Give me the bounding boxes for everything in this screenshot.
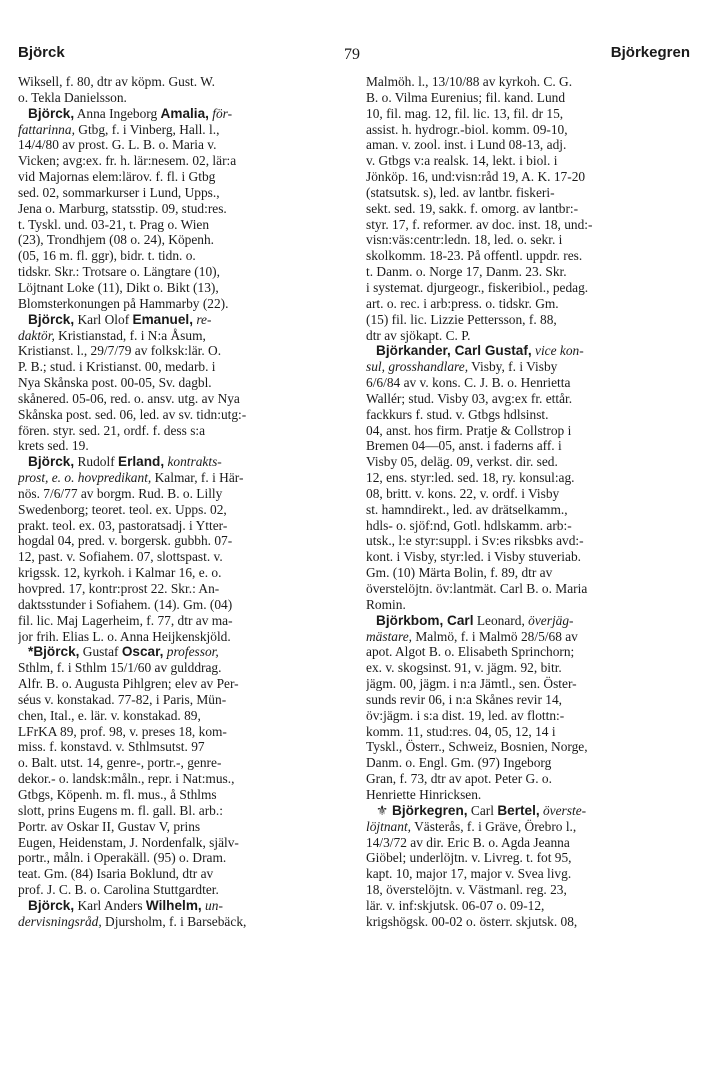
entry-text: Carl <box>467 802 498 818</box>
text-line <box>366 613 690 629</box>
text-line <box>366 106 690 122</box>
entry-text: Wallér; stud. Visby 03, avg:ex fr. ettår. <box>366 390 573 406</box>
entry-text: Skånska post. sed. 06, led. av sv. tidn:utg:- <box>18 406 247 422</box>
entry-title: vice kon- <box>531 343 584 359</box>
entry-text <box>18 312 28 327</box>
text-line <box>366 803 690 819</box>
entry-name: Wilhelm, <box>145 897 202 913</box>
entry-text: överstelöjtn. öv:lantmät. Carl B. o. Maria <box>366 581 588 596</box>
text-line <box>18 739 346 755</box>
text-line <box>366 676 690 692</box>
text-line <box>366 217 690 233</box>
text-line <box>366 898 690 914</box>
entry-text: o. Balt. utst. 14, genre-, portr.-, genre- <box>18 755 222 771</box>
text-line <box>366 724 690 740</box>
entry-text: sunds revir 06, i n:a Skånes revir 14, <box>366 691 562 707</box>
entry-text: Jena o. Marburg, statsstip. 09, stud:res. <box>18 200 227 216</box>
text-line <box>18 359 346 375</box>
text-line <box>18 248 346 264</box>
text-line <box>18 438 346 454</box>
entry-text: LFrKA 89, prof. 98, v. preses 18, kom- <box>18 723 227 739</box>
entry-text: 18, överstelöjtn. v. Västmanl. reg. 23, <box>366 882 567 898</box>
entry-name: Björck, <box>28 311 75 327</box>
entry-text: Gtbg, f. i Vinberg, Hall. l., <box>74 121 220 137</box>
entry-name: Björck, <box>28 897 75 913</box>
text-line <box>18 502 346 518</box>
text-line <box>366 454 690 470</box>
text-line <box>366 565 690 581</box>
text-line <box>18 660 346 676</box>
text-line <box>366 660 690 676</box>
entry-text: i systemat. djurgeogr., fiskeribiol., pedag. <box>366 279 589 295</box>
entry-text: 14/4/80 av prost. G. L. B. o. Maria v. <box>18 137 217 153</box>
entry-text: fören. styr. sed. 21, ordf. f. dess s:a <box>18 422 206 438</box>
entry-text: Nya Skånska post. 00-05, Sv. dagbl. <box>18 375 212 391</box>
entry-text: 12, past. v. Sofiahem. 07, slottspast. v. <box>18 549 223 565</box>
entry-text: Malmöh. l., 13/10/88 av kyrkoh. C. G. <box>366 74 573 89</box>
entry-name: Björck, <box>28 105 75 121</box>
text-line <box>366 248 690 264</box>
text-line <box>18 581 346 597</box>
entry-text: Anna Ingeborg <box>74 105 161 121</box>
text-line <box>366 375 690 391</box>
text-line <box>18 232 346 248</box>
entry-text: Malmö, f. i Malmö 28/5/68 av <box>412 628 578 644</box>
text-line <box>18 486 346 502</box>
page-number: 79 <box>344 46 360 63</box>
text-line <box>366 850 690 866</box>
entry-text: öv:jägm. i s:a dist. 19, led. av flottn:- <box>366 707 565 723</box>
text-line <box>18 692 346 708</box>
text-line <box>366 533 690 549</box>
text-line <box>18 391 346 407</box>
entry-title: un- <box>201 897 223 913</box>
text-line <box>18 803 346 819</box>
entry-title: prost, e. o. hovpredikant, <box>18 470 152 486</box>
text-line <box>18 296 346 312</box>
entry-title: daktör, <box>18 327 55 343</box>
text-line <box>18 850 346 866</box>
text-line <box>366 629 690 645</box>
entry-text: dtr av sjökapt. C. P. <box>366 327 471 343</box>
entry-text: Gustaf <box>79 644 122 660</box>
text-line <box>366 264 690 280</box>
entry-text: visn:väs:centr:ledn. 18, led. o. sekr. i <box>366 232 563 248</box>
entry-text: st. hamndirekt., led. av drätselkamm., <box>366 501 568 517</box>
text-line <box>18 264 346 280</box>
text-line <box>366 644 690 660</box>
text-line <box>18 407 346 423</box>
entry-text: Tyskl., Österr., Schweiz, Bosnien, Norge, <box>366 739 588 755</box>
entry-text: Henriette Hinricksen. <box>366 786 482 802</box>
entry-text: hovpred. 17, kontr:prost 22. Skr.: An- <box>18 581 220 596</box>
entry-text: (statsutsk. s), led. av lantbr. fiskeri- <box>366 184 555 200</box>
header-right-catchword: Björkegren <box>610 44 690 61</box>
text-line <box>18 866 346 882</box>
entry-text: jägm. 00, jägm. i n:a Jämtl., sen. Öster- <box>366 676 577 692</box>
text-line <box>18 597 346 613</box>
text-line <box>366 423 690 439</box>
text-line <box>366 739 690 755</box>
entry-text: skånered. 05-06, red. o. ansv. utg. av Nya <box>18 390 240 406</box>
entry-text <box>18 644 28 659</box>
entry-text: Alfr. B. o. Augusta Pihlgren; elev av Per- <box>18 676 239 692</box>
entry-text: Leonard, <box>473 612 529 628</box>
text-line <box>18 343 346 359</box>
entry-text: daktsstunder i Sofiahem. (14). Gm. (04) <box>18 596 233 612</box>
header-left-catchword: Björck <box>18 44 65 61</box>
entry-text: P. B.; stud. i Kristianst. 00, medarb. i <box>18 359 216 375</box>
entry-text: art. o. rec. i arb:press. o. tidskr. Gm. <box>366 295 559 311</box>
text-line <box>366 518 690 534</box>
entry-text: prakt. teol. ex. 03, pastoratsadj. i Ytter- <box>18 517 228 533</box>
entry-text: Kristianst. l., 29/7/79 av folksk:lär. O. <box>18 343 222 359</box>
text-line <box>366 328 690 344</box>
entry-text: Bremen 04—05, anst. i faderns aff. i <box>366 438 562 454</box>
entry-name: Bertel, <box>497 802 540 818</box>
text-line <box>366 866 690 882</box>
text-line <box>366 153 690 169</box>
entry-text: Romin. <box>366 596 406 612</box>
text-line <box>18 185 346 201</box>
text-line <box>18 74 346 90</box>
entry-text: Eugen, Heidenstam, J. Nordenfalk, själv- <box>18 834 239 850</box>
text-line <box>366 581 690 597</box>
entry-title: dervisningsråd, <box>18 913 102 929</box>
text-line <box>366 201 690 217</box>
text-line <box>18 787 346 803</box>
entry-text: krigssk. 12, kyrkoh. i Kalmar 16, e. o. <box>18 565 222 581</box>
entry-name: Amalia, <box>160 105 209 121</box>
entry-title: för- <box>208 105 233 121</box>
text-line <box>18 518 346 534</box>
text-line <box>18 882 346 898</box>
text-line <box>18 629 346 645</box>
entry-text: teat. Gm. (84) Isaria Boklund, dtr av <box>18 866 214 882</box>
entry-text <box>18 106 28 121</box>
entry-text: t. Tyskl. und. 03-21, t. Prag o. Wien <box>18 216 210 232</box>
entry-text: Danm. o. Engl. Gm. (97) Ingeborg <box>366 755 552 771</box>
text-line <box>366 169 690 185</box>
entry-text: 04, anst. hos firm. Pratje & Collstrop i <box>366 422 572 438</box>
page-header <box>0 44 704 66</box>
entry-text: sed. 02, sommarkurser i Lund, Upps., <box>18 184 220 200</box>
entry-text: hdls- o. sjöf:nd, Gotl. hdlskamm. arb:- <box>366 517 572 533</box>
text-line <box>18 708 346 724</box>
entry-text: Portr. av Oskar II, Gustav V, prins <box>18 818 201 834</box>
text-line <box>18 676 346 692</box>
text-line <box>18 533 346 549</box>
entry-title: re- <box>192 311 212 327</box>
entry-name: Björkander, Carl Gustaf, <box>376 343 532 359</box>
entry-text: (15) fil. lic. Lizzie Pettersson, f. 88, <box>366 311 557 327</box>
text-line <box>18 755 346 771</box>
entry-name: Björkbom, Carl <box>376 612 474 628</box>
text-line <box>366 391 690 407</box>
text-line <box>18 644 346 660</box>
entry-text: v. Gtbgs v:a realsk. 14, lekt. i biol. i <box>366 153 558 169</box>
text-line <box>366 787 690 803</box>
entry-text: (05, 16 m. fl. ggr), bidr. t. tidn. o. <box>18 248 196 264</box>
entry-text: nös. 7/6/77 av borgm. Rud. B. o. Lilly <box>18 485 223 501</box>
entry-text: fil. lic. Maj Lagerheim, f. 77, dtr av ma- <box>18 612 233 628</box>
entry-text: Visby, f. i Visby <box>468 359 558 375</box>
entry-title: överjäg- <box>528 612 574 628</box>
entry-text: kont. i Visby, styr:led. i Visby stuveriab. <box>366 549 581 565</box>
text-line <box>366 771 690 787</box>
entry-text: prof. J. C. B. o. Carolina Stuttgardter. <box>18 882 219 898</box>
right-column <box>366 74 690 930</box>
entry-text: Sthlm, f. i Sthlm 15/1/60 av gulddrag. <box>18 660 222 676</box>
text-line <box>18 122 346 138</box>
entry-text: Västerås, f. i Gräve, Örebro l., <box>411 818 577 834</box>
text-line <box>366 882 690 898</box>
entry-text: chen, Ital., e. lär. v. konstakad. 89, <box>18 707 201 723</box>
text-line <box>366 819 690 835</box>
text-line <box>18 375 346 391</box>
text-line <box>18 169 346 185</box>
text-line <box>366 312 690 328</box>
entry-text: Blomsterkonungen på Hammarby (22). <box>18 295 229 311</box>
entry-text <box>366 613 376 628</box>
entry-text <box>366 803 376 818</box>
entry-text: Gm. (10) Märta Bolin, f. 89, dtr av <box>366 565 553 581</box>
entry-text: tidskr. Skr.: Trotsare o. Längtare (10), <box>18 264 220 280</box>
entry-text: jor frih. Elias L. o. Anna Heijkenskjöld. <box>18 628 231 644</box>
entry-text: kapt. 10, major 17, major v. Svea livg. <box>366 866 572 882</box>
text-line <box>366 502 690 518</box>
text-line <box>18 423 346 439</box>
entry-text: skolkomm. 18-23. På offentl. uppdr. res. <box>366 248 583 264</box>
text-line <box>18 613 346 629</box>
text-line <box>366 137 690 153</box>
entry-text: Visby 05, deläg. 09, verkst. dir. sed. <box>366 454 558 470</box>
entry-text: apot. Algot B. o. Elisabeth Sprinchorn; <box>366 644 575 660</box>
entry-text: miss. f. konstavd. v. Sthlmsutst. 97 <box>18 739 205 755</box>
entry-text: (23), Trondhjem (08 o. 24), Köpenh. <box>18 232 215 248</box>
text-line <box>18 835 346 851</box>
entry-text: sekt. sed. 19, sakk. f. omorg. av lantbr:- <box>366 200 579 216</box>
entry-text: t. Danm. o. Norge 17, Danm. 23. Skr. <box>366 264 567 280</box>
text-line <box>18 549 346 565</box>
entry-name: Oscar, <box>121 644 164 660</box>
entry-name: Emanuel, <box>132 311 193 327</box>
entry-text: Gran, f. 73, dtr av apot. Peter G. o. <box>366 771 552 787</box>
text-line <box>18 217 346 233</box>
entry-text: Karl Olof <box>74 311 133 327</box>
text-line <box>18 280 346 296</box>
entry-text: Kalmar, f. i Här- <box>151 470 244 486</box>
entry-title: överste- <box>539 802 587 818</box>
text-line <box>18 201 346 217</box>
text-line <box>18 454 346 470</box>
entry-text: Wiksell, f. 80, dtr av köpm. Gust. W. <box>18 74 215 89</box>
text-line <box>366 597 690 613</box>
entry-text: komm. 11, stud:res. 04, 05, 12, 14 i <box>366 723 556 739</box>
entry-text: 08, britt. v. kons. 22, v. ordf. i Visby <box>366 485 560 501</box>
text-line <box>366 692 690 708</box>
text-line <box>18 90 346 106</box>
text-line <box>18 819 346 835</box>
entry-text: B. o. Vilma Eurenius; fil. kand. Lund <box>366 89 566 105</box>
left-column <box>18 74 346 930</box>
entry-text: Giöbel; underlöjtn. v. Livreg. t. fot 95, <box>366 850 572 866</box>
entry-text <box>18 454 28 469</box>
entry-text: lär. v. inf:skjutsk. 06-07 o. 09-12, <box>366 897 545 913</box>
text-line <box>18 914 346 930</box>
entry-text: 10, fil. mag. 12, fil. lic. 13, fil. dr 15, <box>366 105 564 121</box>
text-line <box>366 90 690 106</box>
entry-text: séus v. konstakad. 77-82, i Paris, Mün- <box>18 691 227 707</box>
text-line <box>366 122 690 138</box>
entry-text: ex. v. skogsinst. 91, v. jägm. 92, bitr. <box>366 660 562 676</box>
entry-text: assist. h. hydrogr.-biol. komm. 09-10, <box>366 121 568 137</box>
entry-text: slott, prins Eugens m. fl. gall. Bl. arb.: <box>18 802 223 818</box>
text-line <box>366 755 690 771</box>
entry-text: Rudolf <box>74 454 119 470</box>
entry-text: Gtbgs, Köpenh. m. fl. mus., å Sthlms <box>18 786 217 802</box>
entry-title: fattarinna, <box>18 121 75 137</box>
text-line <box>18 724 346 740</box>
entry-name: Erland, <box>118 454 165 470</box>
entry-text: Löjtnant Loke (11), Dikt o. Bikt (13), <box>18 279 219 295</box>
text-line <box>366 486 690 502</box>
text-line <box>366 296 690 312</box>
entry-text: aman. v. zool. inst. i Lund 08-13, adj. <box>366 137 567 153</box>
text-line <box>18 565 346 581</box>
entry-text: portr., måln. i Operakäll. (95) o. Dram. <box>18 850 227 866</box>
entry-text: krets sed. 19. <box>18 438 89 454</box>
entry-text: Karl Anders <box>74 897 146 913</box>
entry-text: hogdal 04, pred. v. borgersk. gubbh. 07- <box>18 533 233 549</box>
text-line <box>366 359 690 375</box>
text-line <box>18 312 346 328</box>
entry-text: Kristianstad, f. i N:a Åsum, <box>54 327 206 343</box>
text-line <box>366 914 690 930</box>
entry-name: Björck, <box>28 454 75 470</box>
entry-text: fackkurs f. stud. v. Gtbgs hdlsinst. <box>366 406 549 422</box>
text-line <box>366 232 690 248</box>
text-line <box>18 106 346 122</box>
text-line <box>366 343 690 359</box>
entry-text: dekor.- o. landsk:måln., repr. i Nat:mus., <box>18 771 235 787</box>
text-line <box>366 407 690 423</box>
entry-text: Vicken; avg:ex. fr. h. lär:nesem. 02, lär:a <box>18 153 237 169</box>
entry-text: vid Majornas elem:lärov. f. fl. i Gtbg <box>18 169 216 185</box>
text-line <box>366 280 690 296</box>
entry-text: 6/6/84 av v. kons. C. J. B. o. Henrietta <box>366 375 571 391</box>
text-line <box>366 74 690 90</box>
text-line <box>18 153 346 169</box>
entry-text: o. Tekla Danielsson. <box>18 89 127 105</box>
entry-name: *Björck, <box>28 644 80 660</box>
entry-title: professor, <box>163 644 219 660</box>
entry-text: Jönköp. 16, und:visn:råd 19, A. K. 17-20 <box>366 169 586 185</box>
entry-text <box>18 898 28 913</box>
text-line <box>18 328 346 344</box>
entry-title: kontrakts- <box>164 454 222 470</box>
entry-text: utsk., l:e styr:suppl. i Sv:es riksbks avd:- <box>366 533 584 549</box>
text-line <box>18 137 346 153</box>
entry-title: sul, grosshandlare, <box>366 359 469 375</box>
text-line <box>366 549 690 565</box>
text-line <box>366 438 690 454</box>
entry-title: löjtnant, <box>366 818 412 834</box>
entry-text <box>366 343 376 358</box>
entry-title: mästare, <box>366 628 412 644</box>
entry-text: 14/3/72 av dir. Eric B. o. Agda Jeanna <box>366 834 570 850</box>
text-line <box>366 185 690 201</box>
text-line <box>18 898 346 914</box>
text-line <box>18 771 346 787</box>
entry-text: krigshögsk. 00-02 o. österr. skjutsk. 08, <box>366 913 578 929</box>
text-line <box>18 470 346 486</box>
entry-text: Djursholm, f. i Barsebäck, <box>101 913 247 929</box>
text-line <box>366 470 690 486</box>
entry-text: Swedenborg; teoret. teol. ex. Upps. 02, <box>18 501 227 517</box>
text-line <box>366 835 690 851</box>
entry-text: 12, ens. styr:led. sed. 18, ry. konsul:ag. <box>366 470 575 486</box>
entry-name: ⚜ Björkegren, <box>376 802 468 818</box>
entry-text: styr. 17, f. reformer. av doc. inst. 18, und:- <box>366 216 593 232</box>
text-line <box>366 708 690 724</box>
